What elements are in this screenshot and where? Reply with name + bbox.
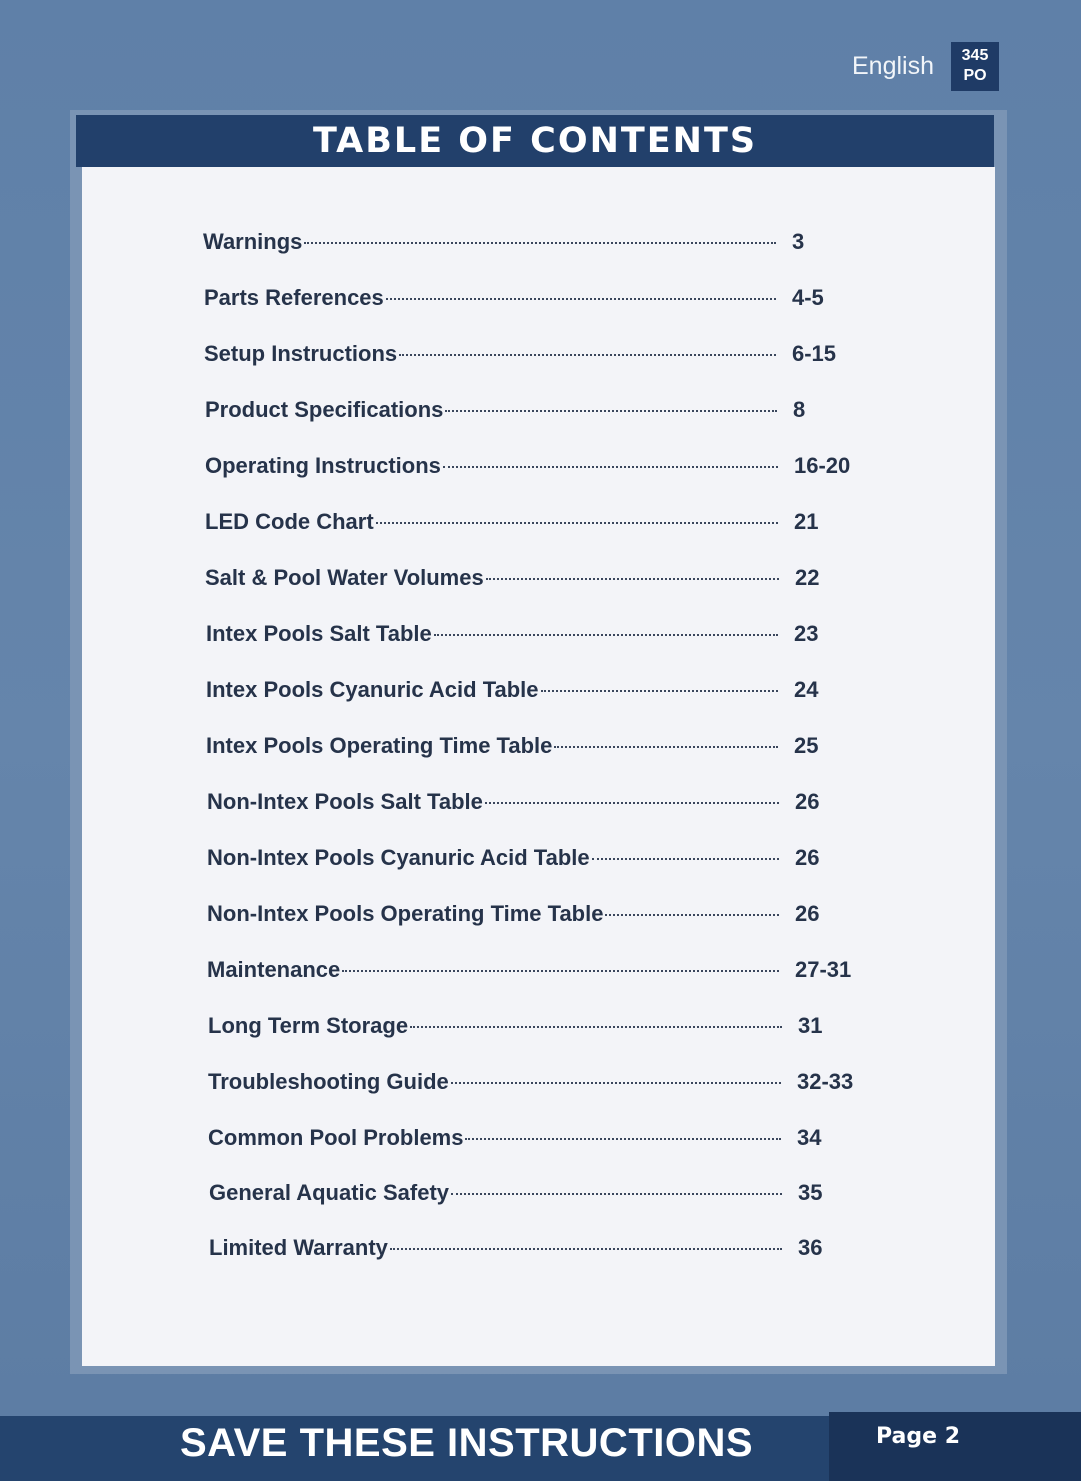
toc-entry[interactable]	[206, 733, 819, 763]
toc-entry-title: General Aquatic Safety	[209, 1180, 450, 1205]
dot-leader	[410, 1026, 782, 1028]
toc-entry-title: Parts References	[204, 285, 384, 310]
toc-entry-page: 23	[794, 621, 819, 646]
toc-entry-page: 31	[798, 1013, 823, 1038]
toc-entry-page: 27-31	[795, 957, 852, 982]
toc-entry-page: 26	[795, 789, 820, 814]
toc-entry-title: Limited Warranty	[209, 1235, 388, 1260]
dot-leader	[554, 746, 778, 748]
dot-leader	[342, 970, 779, 972]
toc-entry-page: 32-33	[797, 1069, 854, 1094]
toc-entry-page: 26	[795, 901, 820, 926]
dot-leader	[485, 802, 779, 804]
toc-entry[interactable]	[207, 901, 820, 931]
toc-entry-title: Intex Pools Salt Table	[206, 621, 432, 646]
toc-entry-title: Setup Instructions	[204, 341, 398, 366]
toc-entry[interactable]	[203, 229, 805, 259]
toc-entry[interactable]	[208, 1069, 854, 1099]
dot-leader	[451, 1193, 782, 1195]
toc-entry-title: Non-Intex Pools Salt Table	[207, 789, 483, 814]
toc-entry[interactable]	[206, 677, 819, 707]
toc-entry-page: 36	[798, 1235, 823, 1260]
toc-entry-page: 4-5	[792, 285, 824, 310]
toc-entry-page: 6-15	[792, 341, 837, 366]
toc-entry[interactable]	[207, 957, 852, 987]
toc-entry-page: 26	[795, 845, 820, 870]
toc-entry-title: Warnings	[203, 229, 303, 254]
model-suffix: PO	[963, 67, 987, 84]
dot-leader	[451, 1082, 781, 1084]
toc-entry-title: Maintenance	[207, 957, 341, 982]
toc-entry[interactable]	[205, 453, 851, 483]
dot-leader	[445, 410, 777, 412]
toc-entry[interactable]	[205, 565, 820, 595]
toc-entry-page: 34	[797, 1125, 822, 1150]
toc-entry-page: 8	[793, 397, 806, 422]
toc-entry-title: Product Specifications	[205, 397, 444, 422]
toc-entry-page: 24	[794, 677, 819, 702]
toc-entry-page: 25	[794, 733, 819, 758]
toc-entry[interactable]	[204, 341, 837, 371]
toc-entry[interactable]	[209, 1235, 823, 1265]
dot-leader	[541, 690, 778, 692]
toc-entry[interactable]	[205, 509, 819, 539]
toc-entry-page: 16-20	[794, 453, 851, 478]
toc-entry[interactable]	[209, 1180, 823, 1210]
toc-entry[interactable]	[207, 845, 820, 875]
dot-leader	[465, 1138, 781, 1140]
dot-leader	[434, 634, 778, 636]
toc-entry-title: Common Pool Problems	[208, 1125, 464, 1150]
toc-entry-page: 3	[792, 229, 805, 254]
toc-entry-title: Intex Pools Cyanuric Acid Table	[206, 677, 539, 702]
toc-entry[interactable]	[208, 1013, 823, 1043]
toc-title: TABLE OF CONTENTS	[76, 115, 994, 167]
toc-entry-title: Non-Intex Pools Operating Time Table	[207, 901, 604, 926]
language-label: English	[852, 52, 934, 80]
dot-leader	[399, 354, 776, 356]
toc-entry-title: Troubleshooting Guide	[208, 1069, 449, 1094]
dot-leader	[376, 522, 778, 524]
toc-entry[interactable]	[207, 789, 820, 819]
toc-entry[interactable]	[204, 285, 824, 315]
toc-entry-page: 21	[794, 509, 819, 534]
toc-entry-title: Operating Instructions	[205, 453, 441, 478]
dot-leader	[443, 466, 778, 468]
footer-notice: SAVE THESE INSTRUCTIONS	[180, 1421, 754, 1465]
toc-entry[interactable]	[206, 621, 819, 651]
toc-entry[interactable]	[208, 1125, 822, 1155]
toc-entry-title: LED Code Chart	[205, 509, 374, 534]
dot-leader	[486, 578, 779, 580]
dot-leader	[592, 858, 779, 860]
page-number: Page 2	[876, 1424, 961, 1449]
dot-leader	[304, 242, 776, 244]
toc-entry-title: Non-Intex Pools Cyanuric Acid Table	[207, 845, 590, 870]
dot-leader	[605, 914, 779, 916]
toc-entry-page: 22	[795, 565, 820, 590]
toc-entry-title: Salt & Pool Water Volumes	[205, 565, 484, 590]
toc-entry-page: 35	[798, 1180, 823, 1205]
toc-entry-title: Long Term Storage	[208, 1013, 409, 1038]
toc-entry[interactable]	[205, 397, 806, 427]
toc-entry-title: Intex Pools Operating Time Table	[206, 733, 553, 758]
model-number: 345	[961, 47, 989, 64]
dot-leader	[390, 1248, 782, 1250]
dot-leader	[386, 298, 776, 300]
